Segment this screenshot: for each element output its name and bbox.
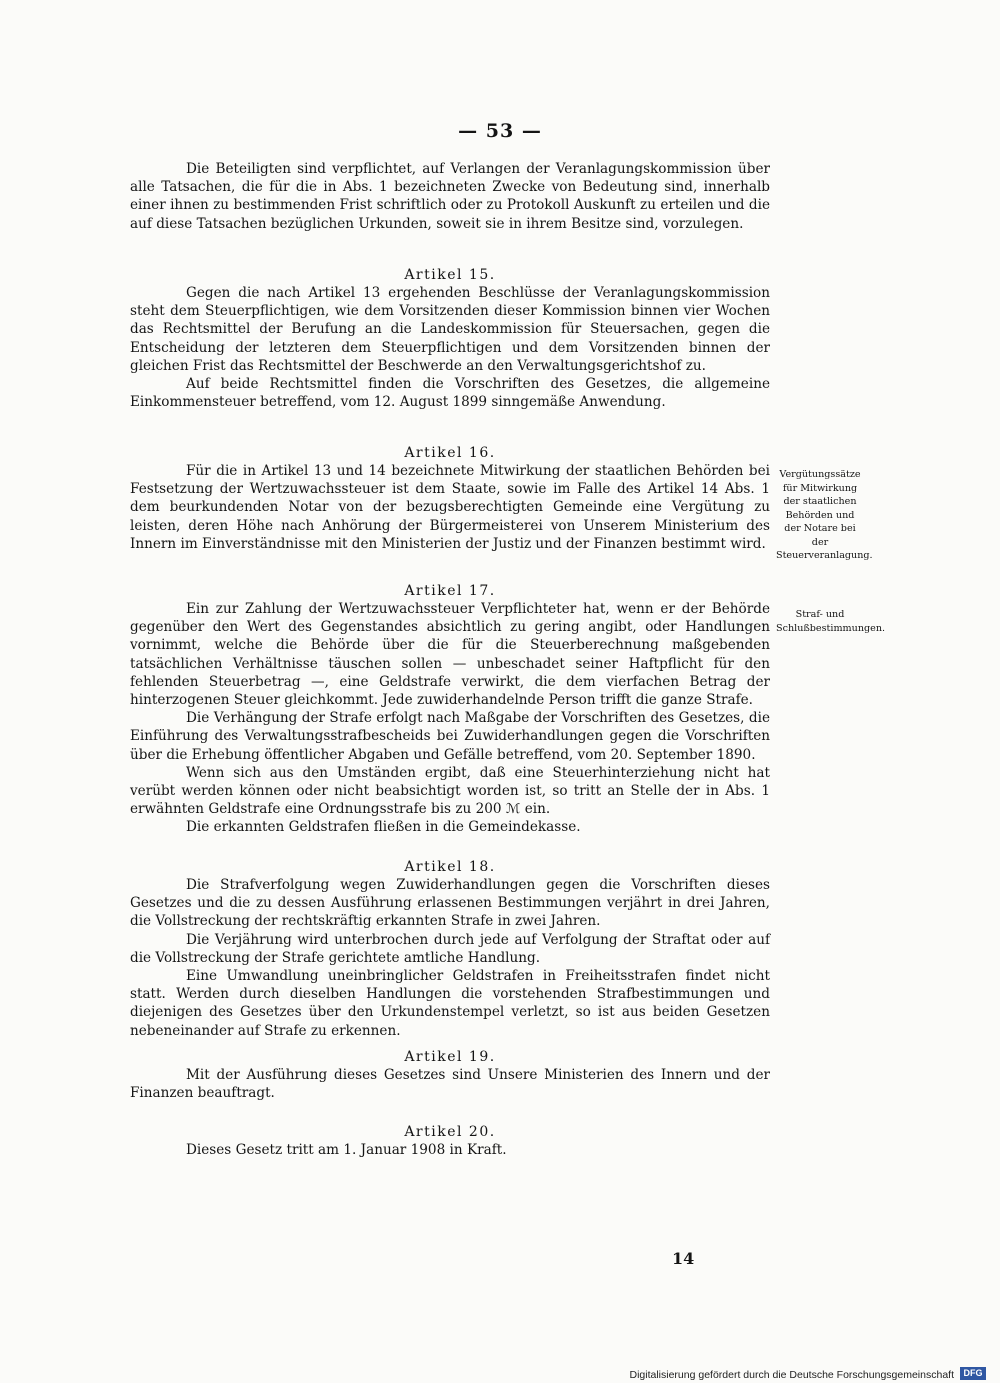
dfg-logo: DFG xyxy=(960,1367,986,1380)
article-heading: Artikel 20. xyxy=(404,1124,496,1140)
paragraph: Die Verhängung der Strafe erfolgt nach Maßgabe der Vorschriften des Gesetzes, die Einführung des Verwaltungsstrafbescheids bei Zuwiderhandlungen gegen die Vorschriften über die Erhebung öffentlicher Abgaben und Gefälle betreffend, vom 20. September 1890. xyxy=(130,710,770,763)
article-17 xyxy=(130,582,770,837)
article-16 xyxy=(130,444,770,553)
article-19 xyxy=(130,1048,770,1102)
paragraph: Auf beide Rechtsmittel finden die Vorschriften des Gesetzes, die allgemeine Einkommensteuer betreffend, vom 12. August 1899 sinngemäße Anwendung. xyxy=(130,376,770,411)
article-heading: Artikel 17. xyxy=(404,583,496,599)
paragraph: Die Beteiligten sind verpflichtet, auf Verlangen der Veranlagungskommission über alle Tatsachen, die für die in Abs. 1 bezeichneten Zwecke von Bedeutung sind, innerhalb einer ihnen zu bestimmenden Frist schriftlich oder zu Protokoll Auskunft zu erteilen und die auf diese Tatsachen bezüglichen Urkunden, soweit sie in ihrem Besitze sind, vorzulegen. xyxy=(130,161,770,232)
digitization-credit: Digitalisierung gefördert durch die Deutsche Forschungsgemeinschaft xyxy=(629,1369,954,1381)
paragraph: Die Verjährung wird unterbrochen durch jede auf Verfolgung der Straftat oder auf die Vollstreckung der Strafe gerichtete amtliche Handlung. xyxy=(130,931,770,966)
paragraph: Eine Umwandlung uneinbringlicher Geldstrafen in Freiheitsstrafen findet nicht statt. Werden durch dieselben Handlungen die vorstehenden Strafbestimmungen und diejenigen des Gesetzes über den Urkundenstempel verletzt, so ist aus beiden Gesetzen nebeneinander auf Strafe zu erkennen. xyxy=(130,968,770,1039)
article-20 xyxy=(130,1123,770,1159)
paragraph: Mit der Ausführung dieses Gesetzes sind Unsere Ministerien des Innern und der Finanzen beauftragt. xyxy=(130,1067,770,1102)
article-15 xyxy=(130,266,770,411)
article-heading: Artikel 15. xyxy=(404,267,496,283)
sheet-number: 14 xyxy=(672,1249,695,1268)
page-number: — 53 — xyxy=(458,120,542,142)
article-heading: Artikel 16. xyxy=(404,445,496,461)
paragraph: Dieses Gesetz tritt am 1. Januar 1908 in Kraft. xyxy=(186,1142,507,1158)
paragraph: Für die in Artikel 13 und 14 bezeichnete Mitwirkung der staatlichen Behörden bei Festsetzung der Wertzuwachssteuer ist dem Staate, sowie im Falle des Artikel 14 Abs. 1 dem beurkundenden Notar von der bezugsberechtigten Gemeinde eine Vergütung zu leisten, deren Höhe nach Anhörung der Bürgermeisterei von Unserem Ministerium des Innern im Einverständnisse mit den Ministerien der Justiz und der Finanzen bestimmt wird. xyxy=(130,463,770,552)
paragraph: Die erkannten Geldstrafen fließen in die Gemeindekasse. xyxy=(186,819,581,836)
margin-note-article-16: Vergütungssätze für Mitwirkung der staatlichen Behörden und der Notare bei der Steuerveranlagung. xyxy=(776,469,873,561)
paragraph: Gegen die nach Artikel 13 ergehenden Beschlüsse der Veranlagungskommission steht dem Steuerpflichtigen, wie dem Vorsitzenden dieser Kommission binnen vier Wochen das Rechtsmittel der Berufung an die Landeskommission für Steuersachen, gegen die Entscheidung der letzteren dem Steuerpflichtigen und dem Vorsitzenden binnen der gleichen Frist das Rechtsmittel der Beschwerde an den Verwaltungsgerichtshof zu. xyxy=(130,285,770,374)
margin-note-article-17: Straf- und Schlußbestimmungen. xyxy=(776,609,886,634)
paragraph: Die Strafverfolgung wegen Zuwiderhandlungen gegen die Vorschriften dieses Gesetzes und die zu dessen Ausführung erlassenen Bestimmungen verjährt in drei Jahren, die Vollstreckung der rechtskräftig erkannten Strafe in zwei Jahren. xyxy=(130,877,770,930)
article-heading: Artikel 19. xyxy=(404,1049,496,1065)
article-14-continuation xyxy=(130,160,770,233)
article-18 xyxy=(130,858,770,1040)
article-heading: Artikel 18. xyxy=(404,859,496,875)
paragraph: Wenn sich aus den Umständen ergibt, daß eine Steuerhinterziehung nicht hat verübt werden können oder nicht beabsichtigt worden ist, so tritt an Stelle der in Abs. 1 erwähnten Geldstrafe eine Ordnungsstrafe bis zu 200 ℳ ein. xyxy=(130,764,770,818)
paragraph: Ein zur Zahlung der Wertzuwachssteuer Verpflichteter hat, wenn er der Behörde gegenüber den Wert des Gegenstandes absichtlich zu gering angibt, oder Handlungen vornimmt, welche die Behörde über die für die Steuerberechnung maßgebenden tatsächlichen Verhältnisse täuschen sollen — unbeschadet seiner Haftpflicht für den fehlenden Steuerbetrag —, eine Geldstrafe verwirkt, die dem vierfachen Betrag der hinterzogenen Steuer gleichkommt. Jede zuwiderhandelnde Person trifft die ganze Strafe. xyxy=(130,601,770,709)
